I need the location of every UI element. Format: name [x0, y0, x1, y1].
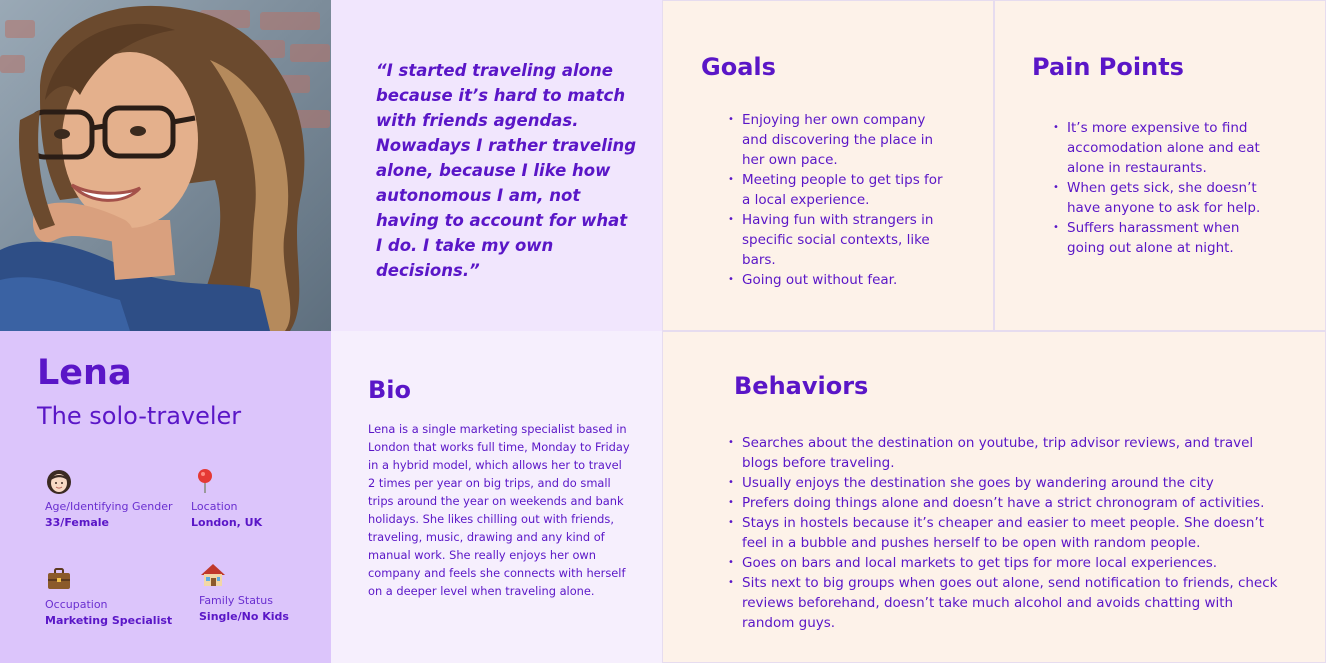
persona-quote: “I started traveling alone because it’s hard to match with friends agendas. Nowadays I rather traveling alone, because I like how autonomous I am, not having to account for what I do. I take my own decisions.”: [376, 61, 637, 280]
goal-item: • Enjoying her own company and discovering the place in her own pace.: [728, 110, 948, 170]
pain-point-item: • Suffers harassment when going out alone at night.: [1053, 218, 1278, 258]
bio-text: Lena is a single marketing specialist based in London that works full time, Monday to Friday in a hybrid model, which allows her to travel 2 times per year on big trips, and do small trips around the year on weekends and bank holidays. She likes chilling out with friends, traveling, music, drawing and any kind of manual work. She really enjoys her own company and feels she connects with herself on a deeper level when traveling alone.: [368, 422, 630, 598]
fact-family-status: [199, 561, 289, 626]
behaviors-title: Behaviors: [734, 372, 869, 400]
persona-photo: [0, 0, 331, 331]
fact-value: Marketing Specialist: [45, 614, 173, 627]
fact-label: Location: [191, 500, 238, 513]
pain-points-title: Pain Points: [1032, 53, 1184, 81]
goals-title: Goals: [701, 53, 776, 81]
quote-panel: [331, 0, 662, 331]
location-pin-icon: [191, 467, 219, 495]
behaviors-list: [728, 433, 1288, 633]
pain-points-list: [1053, 118, 1278, 258]
behavior-item: • Goes on bars and local markets to get tips for more local experiences.: [728, 553, 1288, 573]
pain-point-item: • When gets sick, she doesn’t have anyone to ask for help.: [1053, 178, 1278, 218]
fact-label: Occupation: [45, 598, 108, 611]
bio-title: Bio: [368, 376, 412, 404]
behavior-item: • Prefers doing things alone and doesn’t have a strict chronogram of activities.: [728, 493, 1288, 513]
goals-list: [728, 110, 948, 290]
fact-age-gender: [45, 467, 173, 532]
fact-location: [191, 467, 262, 532]
behaviors-panel: [662, 331, 1326, 663]
profile-panel: [0, 331, 331, 663]
fact-value: Single/No Kids: [199, 610, 289, 623]
persona-photo-illustration: [0, 0, 331, 331]
fact-occupation: [45, 565, 172, 630]
fact-label: Family Status: [199, 594, 273, 607]
behavior-item: • Searches about the destination on youtube, trip advisor reviews, and travel blogs before traveling.: [728, 433, 1288, 473]
goals-panel: [662, 0, 994, 331]
house-icon: [199, 561, 227, 589]
behavior-item: • Sits next to big groups when goes out alone, send notification to friends, check reviews beforehand, doesn’t take much alcohol and avoids chatting with random guys.: [728, 573, 1288, 633]
behavior-item: • Usually enjoys the destination she goes by wandering around the city: [728, 473, 1288, 493]
persona-subtitle: The solo-traveler: [37, 402, 242, 430]
pain-points-panel: [994, 0, 1326, 331]
goal-item: • Having fun with strangers in specific social contexts, like bars.: [728, 210, 948, 270]
goal-item: • Meeting people to get tips for a local experience.: [728, 170, 948, 210]
briefcase-icon: [45, 565, 73, 593]
woman-emoji-icon: [45, 467, 73, 495]
fact-value: 33/Female: [45, 516, 109, 529]
bio-panel: [331, 331, 662, 663]
behavior-item: • Stays in hostels because it’s cheaper and easier to meet people. She doesn’t feel in a bubble and pushes herself to be open with random people.: [728, 513, 1288, 553]
goal-item: • Going out without fear.: [728, 270, 948, 290]
pain-point-item: • It’s more expensive to find accomodation alone and eat alone in restaurants.: [1053, 118, 1278, 178]
fact-label: Age/Identifying Gender: [45, 500, 173, 513]
persona-name: Lena: [37, 353, 132, 393]
fact-value: London, UK: [191, 516, 263, 529]
